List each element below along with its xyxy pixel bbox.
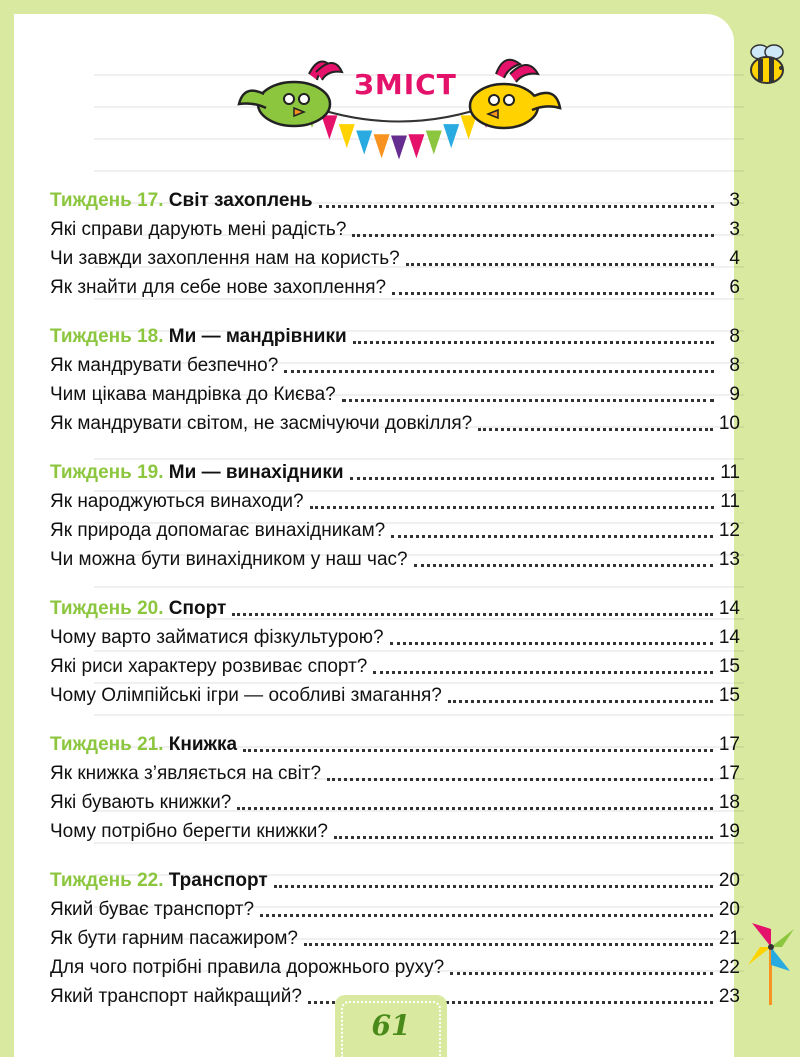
leader-dots (450, 972, 713, 975)
toc-item-text: Які риси характеру розвиває спорт? (50, 656, 368, 677)
page-ref: 14 (718, 598, 740, 619)
toc-item-row (50, 924, 740, 953)
toc-item-row (50, 817, 740, 846)
page-ref: 13 (718, 549, 740, 570)
leader-dots (237, 807, 713, 810)
leader-dots (373, 671, 713, 674)
week-label: Тиждень 21. (50, 734, 164, 755)
toc-section (50, 730, 740, 846)
bunting-flag (321, 115, 337, 139)
page-ref: 15 (718, 656, 740, 677)
week-topic: Спорт (168, 598, 227, 619)
toc-item-text: Чим цікава мандрівка до Києва? (50, 384, 336, 405)
page-frame (14, 14, 740, 1057)
page-ref: 10 (718, 413, 740, 434)
toc-item-row (50, 652, 740, 681)
leader-dots (304, 943, 713, 946)
leader-dots (342, 399, 714, 402)
toc-item-text: Чому потрібно берегти книжки? (50, 821, 328, 842)
toc-item-text: Який транспорт найкращий? (50, 986, 302, 1007)
toc-week-row (50, 866, 740, 895)
leader-dots (414, 564, 713, 567)
page-ref: 6 (729, 277, 740, 298)
page-ref: 20 (718, 870, 740, 891)
week-label: Тиждень 20. (50, 598, 164, 619)
leader-dots (334, 836, 713, 839)
toc-section (50, 186, 740, 302)
page-ref: 22 (718, 957, 740, 978)
bunting-flag (391, 136, 407, 160)
toc-item-row (50, 516, 740, 545)
toc-item-row (50, 545, 740, 574)
toc-item-text: Чому Олімпійські ігри — особливі змагання? (50, 685, 442, 706)
toc-item-text: Для чого потрібні правила дорожнього руху? (50, 957, 445, 978)
leader-dots (232, 613, 713, 616)
leader-dots (353, 341, 714, 344)
week-topic: Книжка (168, 734, 238, 755)
toc-week-row (50, 322, 740, 351)
week-topic: Світ захоплень (168, 190, 313, 211)
table-of-contents (50, 186, 740, 1031)
toc-item-row (50, 244, 740, 273)
page-ref: 18 (718, 792, 740, 813)
leader-dots (327, 778, 713, 781)
leader-dots (448, 700, 713, 703)
week-label: Тиждень 22. (50, 870, 164, 891)
header-banner (234, 44, 564, 164)
leader-dots (284, 370, 714, 373)
leader-dots (406, 263, 714, 266)
page-ref: 11 (720, 462, 740, 483)
toc-item-row (50, 351, 740, 380)
leader-dots (352, 234, 714, 237)
bunting-flag (339, 124, 355, 148)
toc-item-row (50, 681, 740, 710)
leader-dots (274, 885, 713, 888)
page-title: ЗМІСТ (354, 68, 457, 101)
week-label: Тиждень 17. (50, 190, 164, 211)
week-topic: Ми — винахідники (168, 462, 344, 483)
toc-item-text: Чому варто займатися фізкультурою? (50, 627, 384, 648)
page-number: 61 (371, 1009, 411, 1042)
bunting-flag (426, 130, 442, 154)
page-ref: 20 (718, 899, 740, 920)
toc-item-text: Які справи дарують мені радість? (50, 219, 347, 240)
bunting-flag (374, 134, 390, 158)
page-ref: 14 (718, 627, 740, 648)
toc-item-text: Як знайти для себе нове захоплення? (50, 277, 387, 298)
page-ref: 8 (729, 326, 740, 347)
page-ref: 11 (720, 491, 740, 512)
page-ref: 3 (729, 190, 740, 211)
toc-section (50, 594, 740, 710)
toc-item-row (50, 788, 740, 817)
bunting-flag (356, 130, 372, 154)
toc-section (50, 322, 740, 438)
page-ref: 4 (729, 248, 740, 269)
toc-item-text: Який буває транспорт? (50, 899, 255, 920)
leader-dots (319, 205, 714, 208)
toc-item-text: Як книжка з’являється на світ? (50, 763, 322, 784)
bunting-flag (461, 115, 477, 139)
bunting-flag (443, 124, 459, 148)
page-ref: 19 (718, 821, 740, 842)
page-ref: 17 (718, 734, 740, 755)
leader-dots (310, 506, 714, 509)
page-ref: 8 (729, 355, 740, 376)
leader-dots (243, 749, 713, 752)
toc-item-row (50, 273, 740, 302)
page-ref: 9 (729, 384, 740, 405)
week-label: Тиждень 19. (50, 462, 164, 483)
page-ref: 23 (718, 986, 740, 1007)
toc-week-row (50, 730, 740, 759)
toc-item-text: Які бувають книжки? (50, 792, 232, 813)
toc-item-row (50, 759, 740, 788)
week-topic: Ми — мандрівники (168, 326, 347, 347)
leader-dots (391, 535, 713, 538)
toc-item-text: Як природа допомагає винахідникам? (50, 520, 386, 541)
toc-section (50, 866, 740, 1011)
leader-dots (392, 292, 714, 295)
week-topic: Транспорт (168, 870, 268, 891)
page-ref: 3 (729, 219, 740, 240)
toc-item-text: Чи завжди захоплення нам на користь? (50, 248, 400, 269)
toc-item-text: Як мандрувати безпечно? (50, 355, 279, 376)
page-ref: 12 (718, 520, 740, 541)
leader-dots (350, 477, 714, 480)
toc-item-text: Як мандрувати світом, не засмічуючи довкілля? (50, 413, 473, 434)
page-ref: 17 (718, 763, 740, 784)
pinwheel-icon (742, 915, 800, 1005)
leader-dots (478, 428, 713, 431)
right-bird-icon (470, 60, 560, 128)
toc-week-row (50, 594, 740, 623)
toc-item-row (50, 623, 740, 652)
toc-item-row (50, 895, 740, 924)
bunting-flag (408, 134, 424, 158)
toc-item-row (50, 215, 740, 244)
toc-item-row (50, 953, 740, 982)
page-ref: 15 (718, 685, 740, 706)
page-number-tab (335, 995, 447, 1057)
toc-week-row (50, 186, 740, 215)
toc-week-row (50, 458, 740, 487)
week-label: Тиждень 18. (50, 326, 164, 347)
leader-dots (390, 642, 713, 645)
toc-item-row (50, 487, 740, 516)
toc-item-row (50, 409, 740, 438)
bunting-birds-illustration (234, 44, 564, 164)
toc-item-row (50, 380, 740, 409)
toc-item-text: Чи можна бути винахідником у наш час? (50, 549, 408, 570)
page-ref: 21 (718, 928, 740, 949)
toc-item-text: Як народжуються винаходи? (50, 491, 304, 512)
toc-item-text: Як бути гарним пасажиром? (50, 928, 298, 949)
leader-dots (260, 914, 713, 917)
bee-icon (742, 40, 792, 90)
toc-section (50, 458, 740, 574)
